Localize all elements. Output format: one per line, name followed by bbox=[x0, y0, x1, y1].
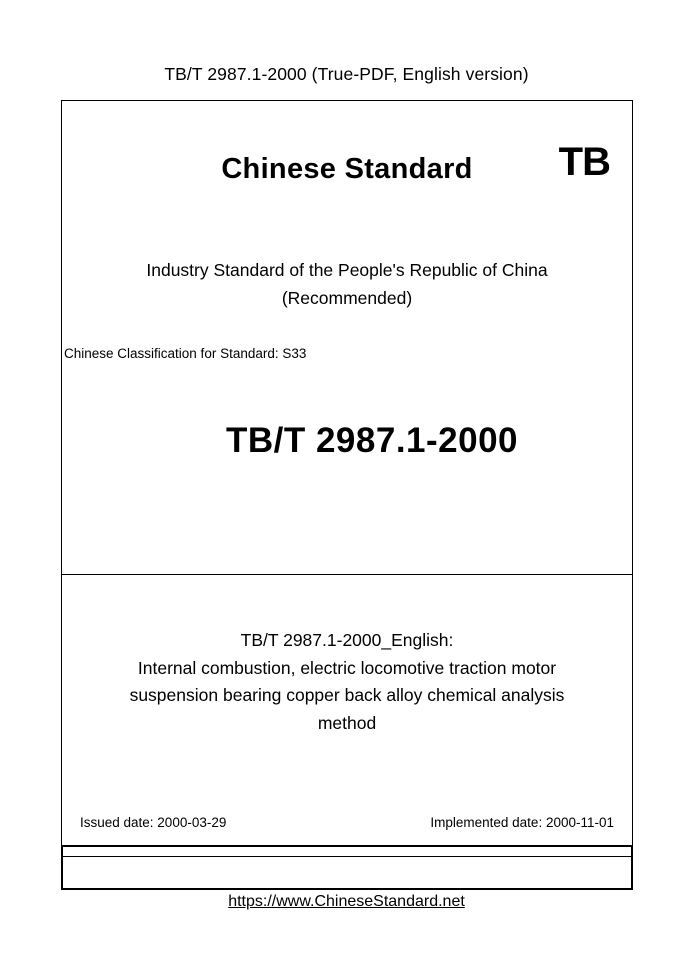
english-title-block bbox=[62, 627, 632, 737]
classification-text: Chinese Classification for Standard: S33 bbox=[64, 346, 307, 361]
english-title-line-4: method bbox=[317, 712, 377, 733]
english-title-line-1: TB/T 2987.1-2000_English: bbox=[240, 630, 454, 650]
industry-standard-line-2: (Recommended) bbox=[281, 288, 413, 308]
bottom-empty-box bbox=[61, 845, 633, 890]
industry-standard-block bbox=[62, 256, 632, 312]
cover-frame-upper bbox=[62, 101, 632, 575]
issued-date: Issued date: 2000-03-29 bbox=[80, 815, 227, 830]
tb-logo: TB bbox=[558, 140, 610, 184]
standard-code: TB/T 2987.1-2000 bbox=[225, 421, 519, 460]
footer-url[interactable] bbox=[0, 893, 693, 911]
cover-frame-lower bbox=[62, 575, 632, 856]
industry-standard-line-1: Industry Standard of the People's Republic of China bbox=[146, 260, 548, 280]
dates-row bbox=[62, 815, 632, 830]
english-title-line-2: Internal combustion, electric locomotive traction motor bbox=[137, 657, 557, 678]
page-top-caption: TB/T 2987.1-2000 (True-PDF, English version) bbox=[164, 64, 529, 84]
implemented-date: Implemented date: 2000-11-01 bbox=[430, 815, 614, 830]
page-title: Chinese Standard bbox=[221, 153, 473, 185]
cover-frame bbox=[61, 100, 633, 857]
footer-url-text: https://www.ChineseStandard.net bbox=[228, 893, 465, 910]
english-title-line-3: suspension bearing copper back alloy chemical analysis bbox=[129, 685, 565, 705]
